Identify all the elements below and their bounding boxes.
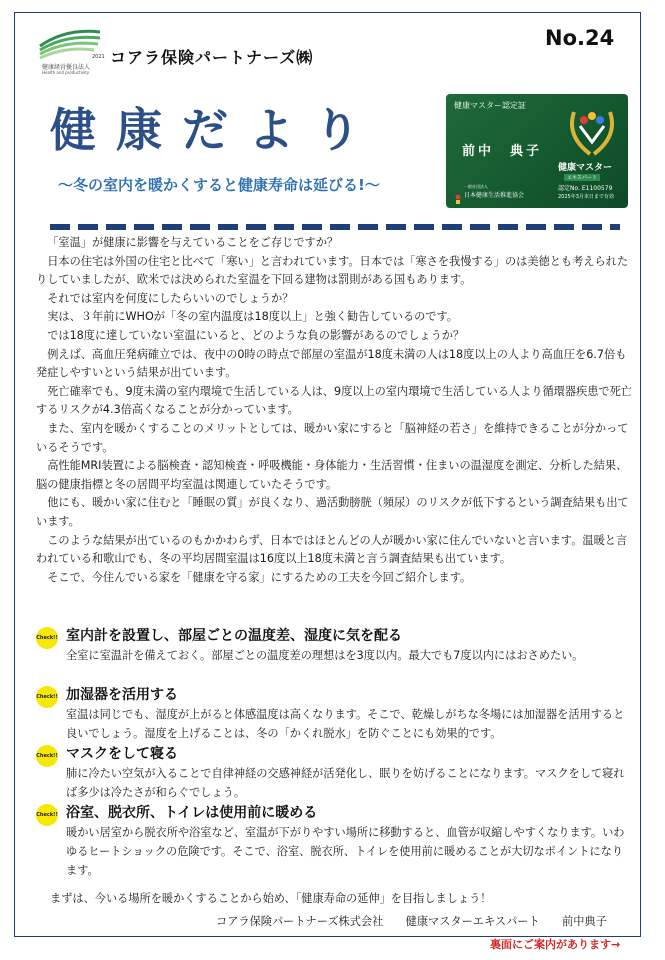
association-icon bbox=[454, 189, 462, 208]
logo-text: 健康経営優良法人 bbox=[42, 64, 91, 71]
closing-message: まずは、今いる場所を暖かくすることから始め、「健康寿命の延伸」を目指しましょう！ bbox=[50, 892, 492, 905]
company-name: コアラ保険パートナーズ㈱ bbox=[110, 48, 314, 67]
laurel-emblem-icon bbox=[564, 102, 620, 164]
check-title: マスクをして寝る bbox=[66, 746, 178, 762]
signature: コアラ保険パートナーズ株式会社 健康マスターエキスパート 前中典子 bbox=[216, 915, 607, 928]
check-title: 加湿器を活用する bbox=[66, 687, 178, 703]
card-cert-number: 認定No. E1100579 bbox=[558, 185, 613, 192]
health-management-logo bbox=[36, 24, 106, 76]
page-subtitle: ～冬の室内を暖かくすると健康寿命は延びる!～ bbox=[58, 176, 380, 194]
check-title: 浴室、脱衣所、トイレは使用前に暖める bbox=[66, 805, 318, 821]
check-description: 肺に冷たい空気が入ることで自律神経の交感神経が活発化し、眠りを妨げることになります。マスクをして寝れば多少は冷たさが和らぐでしょう。 bbox=[66, 767, 625, 799]
card-holder-name: 前中 典子 bbox=[462, 144, 543, 159]
check-title: 室内計を設置し、部屋ごとの温度差、湿度に気を配る bbox=[66, 628, 402, 644]
check-badge-icon: Check!! bbox=[36, 804, 58, 826]
card-valid-date: 2025年3月末日まで有効 bbox=[558, 194, 614, 200]
certification-card bbox=[446, 94, 628, 208]
check-badge-icon: Check!! bbox=[36, 686, 58, 708]
paragraph: このような結果が出ているのもかかわらず、日本ではほとんどの人が暖かい家に住んでいないと言います。温暖と言われている和歌山でも、冬の平均居間室温は16度以上18度未満と言う調査結果も出ています。 bbox=[36, 533, 628, 566]
paragraph: 日本の住宅は外国の住宅と比べて「寒い」と言われています。日本では「寒さを我慢する」のは美徳とも考えられたりしていましたが、欧米では決められた室温を下回る建物は罰則がある国もあります。 bbox=[36, 254, 629, 287]
check-description: 全室に室温計を備えておく。部屋ごとの温度差の理想はを3度以内。最大でも7度以内にはおさめたい。 bbox=[66, 649, 584, 662]
section-divider bbox=[50, 224, 620, 230]
paragraph: 高性能MRI装置による脳検査・認知検査・呼吸機能・身体能力・生活習慣・住まいの温湿度を測定、分析した結果、脳の健康指標と冬の居間平均室温は関連していたそうです。 bbox=[36, 459, 628, 491]
paragraph: また、室内を暖かくすることのメリットとしては、暖かい家にすると「脳神経の若さ」を維持できることが分かっているそうです。 bbox=[36, 421, 629, 454]
paragraph: 「室温」が健康に影響を与えていることをご存じですか？ bbox=[47, 236, 339, 249]
logo-subtext: Health and productivity bbox=[42, 70, 90, 75]
paragraph: 実は、３年前にWHOが「冬の室内温度は18度以上」と強く勧告しているのです。 bbox=[47, 310, 458, 324]
paragraph: 例えば、高血圧発病確立では、夜中の0時の時点で部屋の室温が18度未満の人は18度以上の人より高血圧を6.7倍も発症しやすいという結果が出ています。 bbox=[36, 347, 627, 380]
check-description: 暖かい居室から脱衣所や浴室など、室温が下がりやすい場所に移動すると、血管が収縮しやすくなります。いわゆるヒートショックの危険です。そこで、浴室、脱衣所、トイレを使用前に暖めることが大切なポイントになります。 bbox=[66, 826, 625, 877]
card-title: 健康マスター認定証 bbox=[454, 101, 526, 110]
paragraph: そこで、今住んでいる家を「健康を守る家」にするための工夫を今回ご紹介します。 bbox=[47, 570, 472, 584]
page-title: 健康だより bbox=[50, 103, 380, 157]
paragraph: 死亡確率でも、9度未満の室内環境で生活している人は、9度以上の室内環境で生活している人より循環器疾患で死亡するリスクが4.3倍高くなることが分かっています。 bbox=[36, 384, 632, 417]
paragraph: それでは室内を何度にしたらいいのでしょうか？ bbox=[47, 291, 294, 305]
back-page-note: 裏面にご案内があります→ bbox=[490, 938, 621, 951]
article-body bbox=[36, 234, 636, 587]
card-association-prefix: 一般社団法人 bbox=[464, 184, 488, 189]
card-badge-subtitle: エキスパート bbox=[564, 174, 600, 181]
card-badge-title: 健康マスター bbox=[558, 163, 613, 173]
card-association: 日本健康生活推進協会 bbox=[464, 192, 525, 199]
logo-year: 2021 bbox=[92, 54, 105, 60]
check-description: 室温は同じでも、湿度が上がると体感温度は高くなります。そこで、乾燥しがちな冬場には加湿器を活用すると良いでしょう。湿度を上げることは、冬の「かくれ脱水」を防ぐことにも効果的です。 bbox=[66, 708, 625, 740]
check-badge-icon: Check!! bbox=[36, 627, 58, 649]
issue-number: No.24 bbox=[545, 26, 615, 50]
check-badge-icon: Check!! bbox=[36, 745, 58, 767]
paragraph: では18度に達していない室温にいると、どのような負の影響があるのでしょうか？ bbox=[47, 328, 465, 342]
paragraph: 他にも、暖かい家に住むと「睡眠の質」が良くなり、過活動膀胱（頻尿）のリスクが低下するという調査結果も出ています。 bbox=[36, 496, 629, 528]
